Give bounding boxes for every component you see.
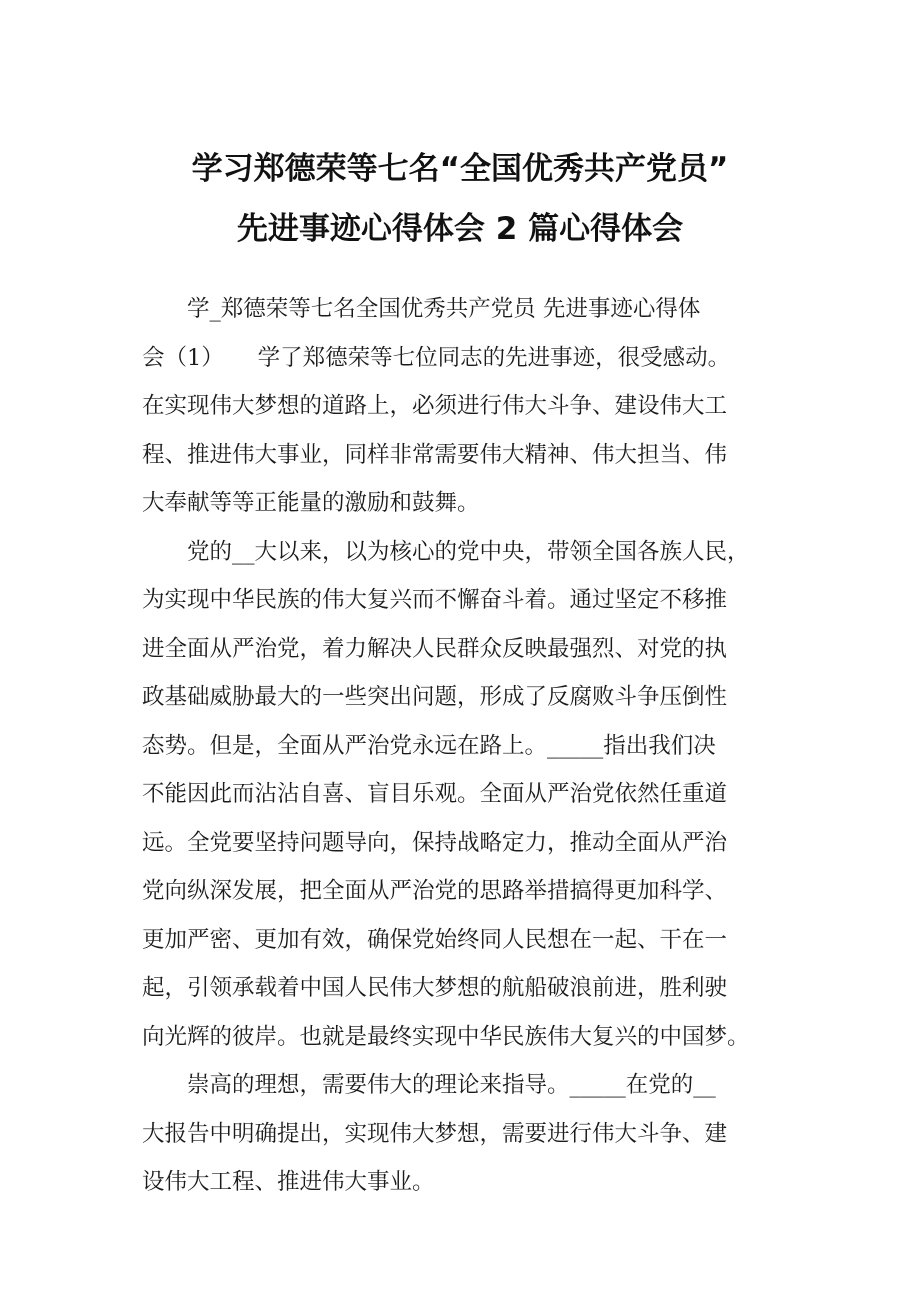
document-body (142, 285, 790, 1207)
body-line: 学_郑德荣等七名全国优秀共产党员 先进事迹心得体 (142, 296, 701, 322)
body-line: 党的__大以来，以为核心的党中央，带领全国各族人民， (142, 538, 750, 565)
body-line: 为实现中华民族的伟大复兴而不懈奋斗着。通过坚定不移推 (142, 587, 728, 613)
body-line: 大报告中明确提出，实现伟大梦想，需要进行伟大斗争、建 (142, 1120, 728, 1147)
body-line: 程、推进伟大事业，同样非常需要伟大精神、伟大担当、伟 (142, 441, 728, 468)
body-line: 起，引领承载着中国人民伟大梦想的航船破浪前进，胜利驶 (142, 975, 728, 1001)
body-line: 政基础威胁最大的一些突出问题，形成了反腐败斗争压倒性 (142, 684, 728, 710)
document-title-line-1: 学习郑德荣等七名“全国优秀共产党员” (191, 151, 729, 187)
body-line: 远。全党要坚持问题导向，保持战略定力，推动全面从严治 (142, 829, 728, 856)
body-line: 不能因此而沾沾自喜、盲目乐观。全面从严治党依然任重道 (142, 781, 728, 807)
body-line: 大奉献等等正能量的激励和鼓舞。 (142, 490, 480, 516)
body-line: 态势。但是，全面从严治党永远在路上。_____指出我们决 (142, 732, 716, 759)
body-line: 设伟大工程、推进伟大事业。 (142, 1169, 435, 1195)
body-line: 崇高的理想，需要伟大的理论来指导。_____在党的__ (142, 1072, 716, 1098)
body-line: 党向纵深发展，把全面从严治党的思路举措搞得更加科学、 (142, 878, 728, 904)
body-line: 在实现伟大梦想的道路上，必须进行伟大斗争、建设伟大工 (142, 393, 728, 419)
body-line: 向光辉的彼岸。也就是最终实现中华民族伟大复兴的中国梦。 (142, 1023, 750, 1050)
body-line: 更加严密、更加有效，确保党始终同人民想在一起、干在一 (142, 926, 728, 953)
body-line: 进全面从严治党，着力解决人民群众反映最强烈、对党的执 (142, 635, 728, 662)
document-title-line-2: 先进事迹心得体会 2 篇心得体会 (236, 211, 684, 247)
body-line: 会（1） 学了郑德荣等七位同志的先进事迹，很受感动。 (142, 344, 731, 371)
